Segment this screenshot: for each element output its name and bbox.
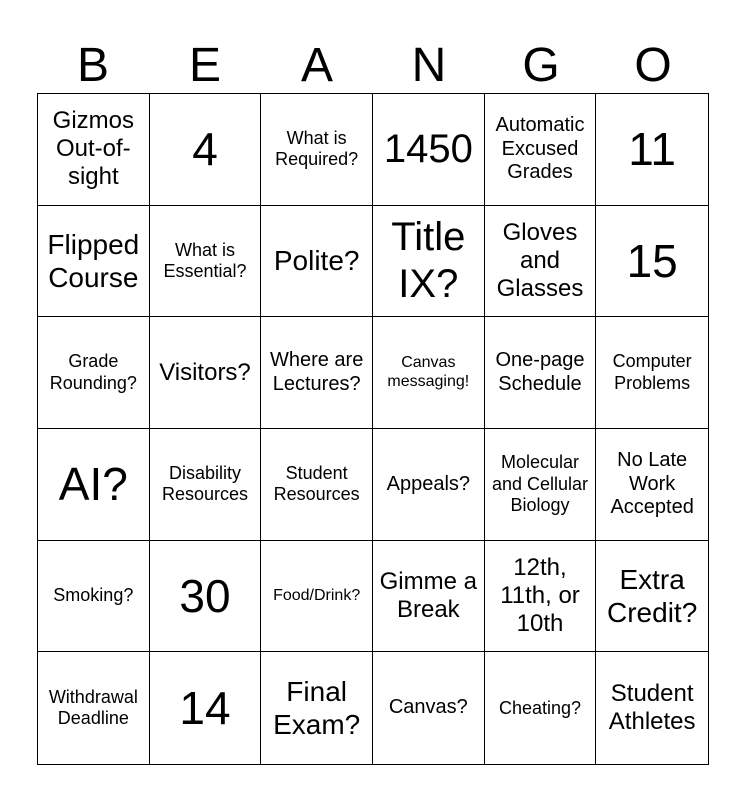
bingo-cell[interactable]: Computer Problems [596,317,708,429]
bingo-cell[interactable]: AI? [38,429,150,541]
bingo-cell[interactable]: Flipped Course [38,206,150,318]
bingo-cell[interactable]: 30 [150,541,262,653]
bingo-cell[interactable]: Disability Resources [150,429,262,541]
bingo-cell[interactable]: No Late Work Accepted [596,429,708,541]
header-letter: G [522,39,560,92]
bingo-cell[interactable]: Molecular and Cellular Biology [485,429,597,541]
bingo-cell[interactable]: Final Exam? [261,652,373,764]
bingo-cell[interactable]: Student Athletes [608,679,696,736]
bingo-header [37,38,709,94]
bingo-cell[interactable]: Polite? [261,206,373,318]
bingo-cell[interactable]: Food/Drink? [261,541,373,653]
bingo-cell[interactable]: 4 [150,94,262,206]
bingo-cell[interactable]: Smoking? [38,541,150,653]
header-letter: A [300,39,333,92]
bingo-cell[interactable]: 15 [596,206,708,318]
bingo-cell[interactable]: What is Essential? [150,206,262,318]
bingo-cell[interactable]: One-page Schedule [485,317,597,429]
bingo-cell[interactable]: Automatic Excused Grades [485,94,597,206]
bingo-cell[interactable]: Appeals? [373,429,485,541]
bingo-cell[interactable]: Title IX? [373,206,485,318]
bingo-cell[interactable]: 11 [596,94,708,206]
bingo-cell[interactable]: Gimme a Break [373,541,485,653]
bingo-cell[interactable]: Cheating? [485,652,597,764]
header-letter: E [188,39,221,92]
bingo-cell[interactable]: Withdrawal Deadline [38,652,150,764]
bingo-cell[interactable]: 14 [150,652,262,764]
bingo-cell[interactable]: 1450 [373,94,485,206]
bingo-cell[interactable]: 12th, 11th, or 10th [485,541,597,653]
bingo-cell[interactable]: Gloves and Glasses [485,206,597,318]
bingo-board [37,93,709,765]
bingo-cell[interactable]: Where are Lectures? [261,317,373,429]
header-letter: O [634,39,672,92]
header-letter: N [411,39,447,92]
bingo-cell[interactable]: Gizmos Out-of-sight [38,94,150,206]
bingo-cell[interactable]: Canvas messaging! [373,317,485,429]
bingo-cell[interactable]: Student Resources [261,429,373,541]
bingo-cell[interactable]: Grade Rounding? [38,317,150,429]
bingo-cell[interactable]: Visitors? [150,317,262,429]
bingo-cell[interactable]: Canvas? [373,652,485,764]
bingo-cell[interactable]: Extra Credit? [596,541,708,653]
bingo-cell[interactable]: What is Required? [261,94,373,206]
header-letter: B [76,39,109,92]
